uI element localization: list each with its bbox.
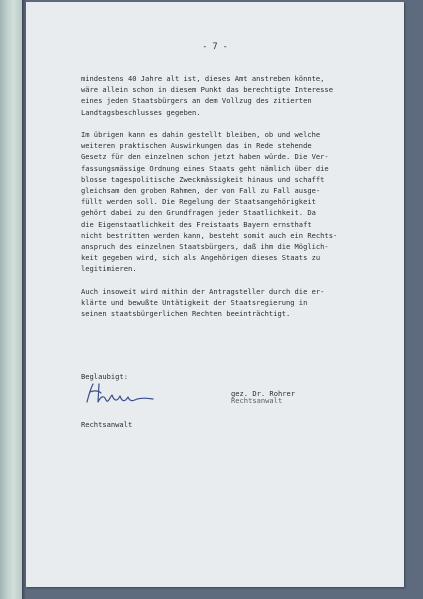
text-line: eines jeden Staatsbürgers an dem Vollzug des zitierten bbox=[81, 96, 312, 106]
text-line: gleichsam den groben Rahmen, der von Fall zu Fall ausge- bbox=[81, 186, 321, 196]
text-line: die Eigenstaatlichkeit des Freistaats Bayern ernsthaft bbox=[81, 219, 312, 229]
document-page bbox=[26, 2, 404, 587]
signer-role-overtyped: Rechtsanwalt bbox=[231, 396, 283, 405]
text-line: seinen staatsbürgerlichen Rechten beeinträchtigt. bbox=[81, 309, 291, 319]
handwritten-signature bbox=[81, 378, 181, 412]
page-number: - 7 - bbox=[202, 42, 228, 52]
text-line: Landtagsbeschlusses gegeben. bbox=[81, 107, 201, 117]
signer-name: gez. Dr. Rohrer bbox=[231, 389, 296, 398]
text-line: Gesetz für den einzelnen schon jetzt haben würde. Die Ver- bbox=[81, 152, 329, 162]
text-line: nicht bestritten werden kann, besteht somit auch ein Rechts- bbox=[81, 230, 338, 240]
paragraph-1 bbox=[81, 73, 396, 118]
text-line: Auch insoweit wird mithin der Antragsteller durch die er- bbox=[81, 286, 325, 296]
text-line: anspruch des einzelnen Staatsbürgers, daß ihm die Möglich- bbox=[81, 242, 329, 252]
paragraph-3 bbox=[81, 286, 396, 320]
text-line: keit gegeben wird, sich als Angehörigen dieses Staats zu bbox=[81, 253, 321, 263]
text-line: gehört dabei zu den Grundfragen jeder Staatlichkeit. Da bbox=[81, 208, 316, 218]
text-line: fassungsmässige Ordnung eines Staats geht nämlich über die bbox=[81, 163, 329, 173]
folder-edge bbox=[0, 0, 22, 599]
text-line: füllt werden soll. Die Regelung der Staatsangehörigkeit bbox=[81, 197, 316, 207]
text-line: Im übrigen kann es dahin gestellt bleiben, ob und welche bbox=[81, 130, 321, 139]
text-line: legitimieren. bbox=[81, 264, 137, 274]
paragraph-2 bbox=[81, 129, 396, 275]
text-line: wäre allein schon in diesem Punkt das berechtigte Interesse bbox=[81, 85, 333, 95]
text-line: klärte und bewußte Untätigkeit der Staatsregierung in bbox=[81, 298, 308, 308]
signature-block bbox=[81, 372, 396, 452]
role-label: Rechtsanwalt bbox=[81, 420, 133, 429]
body-text bbox=[81, 73, 396, 331]
text-line: weiteren praktischen Auswirkungen das in Rede stehende bbox=[81, 141, 312, 151]
text-line: blosse tagespolitische Zweckmässigkeit hinaus und schafft bbox=[81, 174, 325, 184]
text-line: mindestens 40 Jahre alt ist, dieses Amt anstreben könnte, bbox=[81, 74, 325, 83]
certified-label: Beglaubigt: bbox=[81, 372, 128, 381]
